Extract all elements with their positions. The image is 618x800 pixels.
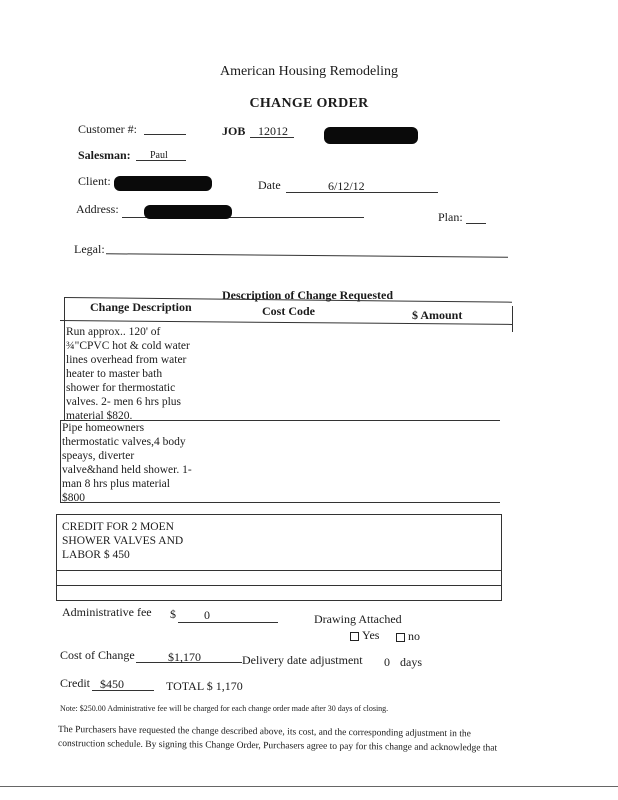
customer-field (144, 134, 186, 135)
redaction-block (324, 127, 418, 144)
job-value: 12012 (258, 124, 288, 138)
admin-fee-label: Administrative fee (62, 605, 152, 619)
legal-field-line (106, 253, 508, 258)
drawing-no-option[interactable] (396, 629, 420, 644)
terms-paragraph-line-1: The Purchasers have requested the change described above, its cost, and the corresponding adjustment in the (57, 725, 471, 740)
job-label: JOB (222, 124, 246, 138)
plan-field-line (466, 223, 486, 224)
document-title: CHANGE ORDER (249, 96, 369, 111)
yes-label: Yes (362, 628, 380, 642)
table-row-description: CREDIT FOR 2 MOEN SHOWER VALVES AND LABOR $ 450 (62, 521, 184, 561)
no-label: no (408, 629, 420, 643)
date-value: 6/12/12 (328, 179, 365, 193)
table-border-left (60, 420, 61, 502)
admin-fee-field-line (178, 622, 278, 623)
salesman-label: Salesman: (78, 148, 131, 162)
salesman-value: Paul (150, 150, 168, 161)
table-border-left (56, 514, 57, 600)
admin-fee-note: Note: $250.00 Administrative fee will be charged for each change order made after 30 days of closing. (60, 704, 389, 713)
table-caption: Description of Change Requested (222, 288, 393, 302)
yes-checkbox[interactable] (350, 632, 359, 641)
delivery-adjustment-value: 0 (384, 655, 390, 669)
plan-label: Plan: (438, 210, 463, 224)
table-border-right (501, 514, 502, 600)
redaction-block (114, 176, 212, 191)
customer-label: Customer #: (78, 122, 137, 136)
table-rule (56, 585, 502, 586)
table-row-description: Pipe homeowners thermostatic valves,4 body speays, diverter valve&hand held shower. 1- man 8 hrs plus material $800 (62, 422, 192, 504)
cost-of-change-label: Cost of Change (60, 648, 135, 662)
total-label: TOTAL $ 1,170 (166, 679, 243, 693)
delivery-adjustment-unit: days (400, 655, 422, 669)
credit-label: Credit (60, 676, 90, 690)
address-label: Address: (76, 202, 119, 216)
table-border-right (512, 306, 513, 332)
table-border-bottom (56, 600, 502, 601)
column-header-description: Change Description (90, 300, 192, 314)
credit-value: $450 (100, 677, 124, 691)
table-rule (56, 570, 502, 571)
date-label: Date (258, 178, 281, 192)
column-header-cost-code: Cost Code (262, 304, 315, 318)
table-rule (56, 514, 502, 515)
admin-fee-currency: $ (170, 607, 176, 621)
cost-of-change-value: $1,170 (168, 650, 201, 664)
table-border-left (64, 297, 65, 420)
admin-fee-value: 0 (204, 608, 210, 622)
client-label: Client: (78, 174, 111, 188)
drawing-yes-option[interactable] (350, 628, 379, 643)
redaction-block (144, 205, 232, 219)
table-row-description: Run approx.. 120' of ¾"CPVC hot & cold water lines overhead from water heater to master bath shower for thermostatic valves. 2- men 6 hrs plus material $820. (66, 326, 190, 422)
scan-edge-line (0, 786, 618, 787)
company-name: American Housing Remodeling (219, 64, 399, 79)
delivery-adjustment-label: Delivery date adjustment (242, 653, 363, 667)
legal-label: Legal: (74, 242, 105, 256)
drawing-attached-label: Drawing Attached (314, 612, 402, 626)
terms-paragraph-line-2: construction schedule. By signing this Change Order, Purchasers agree to pay for this change and acknowledge that (57, 739, 498, 754)
column-header-amount: $ Amount (412, 308, 463, 322)
no-checkbox[interactable] (396, 633, 405, 642)
